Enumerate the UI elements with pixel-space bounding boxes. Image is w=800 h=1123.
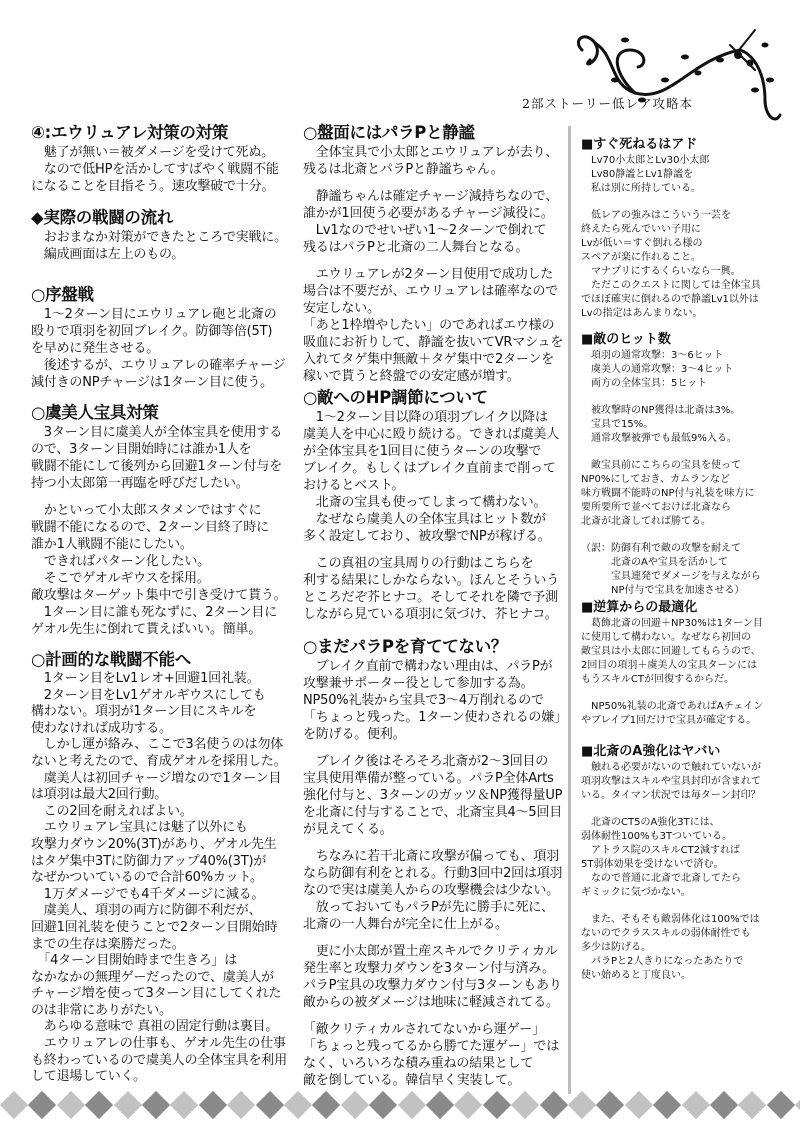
text-line: 北斎の宝具も使ってしまって構わない。 — [303, 495, 547, 510]
text-line: になることを目指そう。速攻撃破で十分。 — [31, 179, 275, 194]
text-line: のは非常にありがたい。 — [31, 1002, 172, 1018]
text-line: 葛飾北斎の回避＋NP30%は1ターン目 — [581, 618, 763, 629]
text-line: この2回を耐えればよい。 — [31, 803, 193, 819]
text-line: に使用して構わない。なぜなら初回の — [581, 632, 751, 643]
section — [303, 636, 565, 1099]
text-line: 発生率と攻撃力ダウンを3ターン付与済み。 — [303, 961, 555, 976]
text-line: 敵からの被ダメージは地味に軽減されてる。 — [303, 995, 559, 1010]
text-line: 入れてタゲ集中無敵＋タゲ集中で2ターンを — [303, 352, 555, 367]
paragraph — [581, 913, 796, 983]
text-line: 宝具使用準備が整っている。パラP全体Arts — [303, 771, 554, 786]
text-line: して退場していく。 — [31, 1069, 146, 1085]
text-line: ギミックに気づかない。 — [581, 887, 691, 898]
text-line: を防げる。便利。 — [303, 727, 406, 742]
paragraph — [581, 459, 796, 529]
text-line: ので、3ターン目開始時には誰か1人を — [31, 442, 252, 457]
text-line: 私は別に所持している。 — [581, 183, 701, 194]
text-line: Lv80静謐とLv1静謐を — [581, 169, 694, 180]
paragraph — [581, 349, 796, 391]
paragraph — [581, 154, 796, 196]
text-line: なので普通に北斎で北斎してたら — [581, 873, 741, 884]
text-line: 構わない。項羽が1ターン目にスキルを — [31, 704, 257, 720]
text-line: パラP宝具の攻撃力ダウン付与3ターンもあり — [303, 978, 562, 993]
paragraph — [581, 816, 796, 900]
section — [581, 331, 796, 611]
paragraph — [303, 409, 565, 545]
text-line: NP付与で宝具を加速させる） — [581, 585, 745, 596]
border-diamond — [85, 1091, 113, 1119]
text-line: エウリュアレが2ターン目使用で成功した — [303, 267, 554, 282]
section-heading: ○計画的な戦闘不能へ — [31, 650, 191, 669]
text-line: ただこのクエストに関しては全体宝具 — [581, 280, 761, 291]
text-line: 項羽攻撃はスキルや宝具封印が含まれて — [581, 776, 761, 787]
section-heading: ④:エウリュアレ対策の対策 — [31, 123, 229, 142]
border-diamond — [625, 1091, 653, 1119]
text-line: Lv70小太郎とLv30小太郎 — [581, 155, 710, 166]
text-line: 戦闘不能にして後列から回避1ターン付与を — [31, 459, 283, 474]
text-line: 1～2ターン目にエウリュアレ砲と北斎の — [31, 307, 277, 322]
text-line: までの生存は楽勝だった。 — [31, 936, 185, 952]
section-heading: ■敵のヒット数 — [581, 332, 671, 347]
text-line: 残るは北斎とパラPと静謐ちゃん。 — [303, 162, 504, 177]
text-line: スペアが楽に作れること。 — [581, 252, 701, 263]
border-diamond — [426, 1091, 454, 1119]
border-diamond — [312, 1091, 340, 1119]
text-line: ブレイク後はそろそろ北斎が2～3回目の — [303, 754, 549, 769]
text-line: 使い始めると丁度良い。 — [581, 970, 691, 981]
text-line: 回避1回礼装を使うことで2ターン目開始時 — [31, 919, 278, 935]
text-line: 「敵クリティカルされてないから運ゲー」 — [303, 1022, 545, 1037]
text-line: そこでゲオルギウスを採用。 — [31, 571, 210, 586]
book-title: 2部ストーリー低レア攻略本 — [522, 96, 693, 111]
text-line: 5T弱体効果を受けないで済む。 — [581, 859, 724, 870]
text-line: 宝具で15%。 — [581, 419, 654, 430]
section — [31, 284, 293, 401]
text-line: ゲオル先生に倒れて貰えばいい。簡単。 — [31, 622, 262, 637]
section-heading: ■逆算からの最適化 — [581, 600, 698, 615]
section-heading: ■北斎のA強化はヤバい — [581, 744, 721, 759]
section-heading: ○敵へのHP調節について — [303, 388, 488, 407]
border-diamond — [341, 1091, 369, 1119]
text-line: なかなかの無理ゲーだったので、虞美人が — [31, 969, 274, 985]
text-line: パラPと2人きりになったあたりで — [581, 956, 744, 967]
decorative-vine-ornament — [570, 15, 795, 130]
border-diamond — [454, 1091, 482, 1119]
text-line: は項羽は最大2回行動。 — [31, 787, 168, 803]
text-line: ブレイク直前で構わない理由は、パラPが — [303, 659, 553, 674]
border-diamond — [0, 1091, 28, 1119]
paragraph — [31, 144, 293, 195]
text-line: なので低HPを活かしてすばやく戦闘不能 — [31, 162, 279, 177]
paragraph — [31, 424, 293, 492]
text-line: マナプリにするくらいなら一興。 — [581, 266, 741, 277]
text-line: ないのでクラススキルの弱体耐性でも — [581, 928, 751, 939]
border-diamond — [142, 1091, 170, 1119]
text-line: ないと考えたので、育成ゲオルを採用した。 — [31, 753, 287, 769]
section — [303, 122, 565, 395]
border-diamond — [596, 1091, 624, 1119]
section — [31, 207, 293, 273]
text-line: を北斎に付与することで、北斎宝具4～5回目 — [303, 805, 563, 820]
border-diamond — [199, 1091, 227, 1119]
paragraph — [303, 658, 565, 743]
text-line: 虞美人、項羽の両方に防御不利だが、 — [31, 903, 262, 919]
text-line: 3ターン目に虞美人が全体宝具を使用する — [31, 425, 283, 440]
text-line: 安定しない。 — [303, 301, 380, 316]
border-diamond — [568, 1091, 596, 1119]
text-line: 持つ小太郎第一再臨を呼びだしたい。 — [31, 476, 249, 491]
text-line: 北斎の一人舞台が完全に仕上がる。 — [303, 917, 508, 932]
border-diamond — [113, 1091, 141, 1119]
text-line: 1～2ターン目以降の項羽ブレイク以降は — [303, 410, 548, 425]
text-line: 要所要所で並べておけば北斎なら — [581, 502, 731, 513]
section — [581, 743, 796, 996]
text-line: 稼いで貰うと終盤での安定感が増す。 — [303, 369, 520, 384]
text-line: 更に小太郎が置土産スキルでクリティカル — [303, 944, 558, 959]
diamond-border — [0, 1088, 800, 1123]
text-line: 「4ターン目開始時まで生きろ」は — [31, 953, 238, 969]
border-diamond — [738, 1091, 766, 1119]
text-line: 残るはパラPと北斎の二人舞台となる。 — [303, 240, 529, 255]
text-line: 両方の全体宝具：5ヒット — [581, 378, 708, 389]
text-line: 2回目の項羽＋虞美人の宝具ターンには — [581, 660, 758, 671]
text-line: 味方戦闘不能時のNP付与礼装を味方に — [581, 488, 755, 499]
text-line: しながら見ている項羽に気づけ、芥ヒナコ。 — [303, 607, 558, 622]
text-line: NP50%礼装の北斎であればAチェイン — [581, 701, 764, 712]
text-line: 1万ダメージでも4千ダメージに減る。 — [31, 886, 265, 902]
text-line: ブレイク。もしくはブレイク直前まで削って — [303, 461, 556, 476]
text-line: 後述するが、エウリュアレの確率チャージ — [31, 358, 286, 373]
text-line: 触れる必要がないので触れていないが — [581, 762, 761, 773]
border-diamond — [255, 1091, 283, 1119]
text-line: なので実は虞美人からの攻撃機会は少ない。 — [303, 883, 560, 898]
text-line: エウリュアレの仕事も、ゲオル先生の仕事 — [31, 1036, 286, 1052]
section-heading: ○虞美人宝具対策 — [31, 403, 159, 422]
text-line: を早めに発生させる。 — [31, 341, 160, 356]
text-line: いる。タイマン状況では毎ターン封印？ — [581, 790, 761, 801]
border-diamond — [653, 1091, 681, 1119]
text-line: 通常攻撃被弾でも最低9%入る。 — [581, 433, 737, 444]
paragraph — [581, 542, 796, 598]
text-line: Lvが低い＝すぐ倒れる様の — [581, 238, 703, 249]
section — [31, 122, 293, 205]
text-line: も終わっているので虞美人の全体宝具を利用 — [31, 1052, 287, 1068]
text-line: 「あと1枠増やしたい」のであればエウ様の — [303, 318, 555, 333]
text-line: 静謐ちゃんは確定チャージ減持ちなので、 — [303, 189, 559, 204]
border-diamond — [710, 1091, 738, 1119]
section — [303, 387, 565, 633]
paragraph — [31, 502, 293, 638]
text-line: 攻撃力ダウン20%(3T)があり、ゲオル先生 — [31, 836, 277, 852]
text-line: Lv1なのでせいぜい1～2ターンで倒れて — [303, 223, 547, 238]
paragraph — [303, 753, 565, 838]
border-diamond — [681, 1091, 709, 1119]
paragraph — [303, 555, 565, 623]
text-line: 多少は防げる。 — [581, 942, 651, 953]
text-line: 低レアの強みはこういう一芸を — [581, 210, 731, 221]
text-line: （訳：防御有利で敵の攻撃を耐えて — [581, 543, 741, 554]
paragraph — [31, 671, 293, 1086]
border-diamond — [57, 1091, 85, 1119]
text-line: なら防御有利をとれる。行動3回中2回は項羽 — [303, 866, 563, 881]
text-line: 戦闘不能になるので、2ターン目終了時に — [31, 520, 269, 535]
text-line: 敵攻撃はターゲット集中で引き受けて貰う。 — [31, 588, 287, 603]
text-line: エウリュアレ宝具には魅了以外にも — [31, 820, 248, 836]
text-line: 虞美人を中心に殴り続ける。できれば虞美人 — [303, 427, 560, 442]
text-line: 「ちょっと残ってるから勝てた運ゲー」では — [303, 1039, 560, 1054]
text-line: 弱体耐性100%も3Tついている。 — [581, 831, 733, 842]
text-line: 北斎が北斎してれば勝てる。 — [581, 516, 711, 527]
text-line: かといって小太郎スタメンではすぐに — [31, 503, 262, 518]
text-line: 項羽の通常攻撃：3～6ヒット — [581, 350, 724, 361]
paragraph — [303, 1021, 565, 1089]
border-diamond — [767, 1091, 795, 1119]
paragraph — [303, 943, 565, 1011]
text-line: 虞美人の通常攻撃：3～4ヒット — [581, 364, 734, 375]
text-line: やブレイブ1回だけで宝具が確定する。 — [581, 715, 757, 726]
text-line: なぜかついているので合計60%カット。 — [31, 870, 263, 886]
border-diamond — [795, 1091, 800, 1119]
text-line: 敵を倒している。韓信早く実装して。 — [303, 1073, 521, 1088]
paragraph — [581, 617, 796, 687]
text-line: 宝具連発でダメージを与えながら — [581, 571, 761, 582]
text-line: 全体宝具で小太郎とエウリュアレが去り、 — [303, 145, 559, 160]
section — [31, 649, 293, 1096]
text-line: 魅了が無い＝被ダメージを受けて死ぬ。 — [31, 145, 274, 160]
text-line: Lvの指定はあんまりない。 — [581, 308, 703, 319]
paragraph — [303, 144, 565, 178]
section — [581, 599, 796, 741]
text-line: 1ターン目をLv1レオ+回避1回礼装。 — [31, 671, 260, 686]
text-line: 編成画面は左上のもの。 — [31, 247, 185, 262]
section-heading: ◆実際の戦闘の流れ — [31, 208, 173, 227]
text-line: NP0%にしておき、カムランなど — [581, 474, 730, 485]
border-diamond — [483, 1091, 511, 1119]
text-line: なぜなら虞美人の全体宝具はヒット数が — [303, 512, 546, 527]
paragraph — [303, 266, 565, 385]
text-line: 敵宝具前にこちらの宝具を使って — [581, 460, 741, 471]
text-line: はタゲ集中3Tに防御力アップ40%(3T)が — [31, 853, 267, 869]
border-diamond — [284, 1091, 312, 1119]
column-divider — [568, 126, 571, 1094]
text-line: この真祖の宝具周りの行動はこちらを — [303, 556, 534, 571]
text-line: アトラス院のスキルCT2減すれば — [581, 845, 741, 856]
section-heading: ○盤面にはパラPと静謐 — [303, 123, 475, 142]
paragraph — [303, 188, 565, 256]
section — [581, 136, 796, 334]
text-line: しかし運が絡み、ここで3名使うのは勿体 — [31, 737, 284, 753]
section-heading: ○まだパラPを育ててない？ — [303, 637, 508, 656]
paragraph — [31, 306, 293, 391]
text-line: 北斎のAや宝具を活かして — [581, 557, 728, 568]
text-line: おおまなか対策ができたところで実戦に。 — [31, 230, 287, 245]
text-line: NP50%礼装から宝具で3～4万削れるので — [303, 693, 544, 708]
text-line: おけるとベスト。 — [303, 478, 405, 493]
paragraph — [31, 229, 293, 263]
text-line: 1ターン目に誰も死なずに、2ターン目に — [31, 605, 278, 620]
text-line: 誰か1人戦闘不能にしたい。 — [31, 537, 193, 552]
text-line: 敵宝具は小太郎に回避してもらうので、 — [581, 646, 761, 657]
text-line: チャージ増を使って3ターン目にしてくれた — [31, 986, 282, 1002]
text-line: ちなみに若干北斎に攻撃が偏っても、項羽 — [303, 849, 560, 864]
text-line: もうスキルCTが回復するからだ。 — [581, 674, 734, 685]
section — [31, 402, 293, 648]
text-line: が見えてくる。 — [303, 822, 393, 837]
border-diamond — [369, 1091, 397, 1119]
border-diamond — [28, 1091, 56, 1119]
border-diamond — [170, 1091, 198, 1119]
text-line: 北斎のCT5のA強化3Tには、 — [581, 817, 720, 828]
paragraph — [581, 209, 796, 321]
text-line: 被攻撃時のNP獲得は北斎は3%。 — [581, 405, 741, 416]
border-diamond — [511, 1091, 539, 1119]
text-line: ところだぞ芥ヒナコ。そしてそれを隣で予測 — [303, 590, 558, 605]
text-line: 利する結果にしかならない。ほんとそういう — [303, 573, 560, 588]
text-line: 「ちょっと残った。1ターン使わされるの嫌」 — [303, 710, 567, 725]
paragraph — [581, 700, 796, 728]
text-line: また、そもそも敵弱体化は100%では — [581, 914, 760, 925]
text-line: 殴りで項羽を初回ブレイク。防御等倍(5T) — [31, 324, 273, 339]
border-diamond — [539, 1091, 567, 1119]
text-line: 多く設定しており、被攻撃でNPが稼げる。 — [303, 529, 551, 544]
text-line: 場合は不要だが、エウリュアレは確率なので — [303, 284, 559, 299]
text-line: 強化付与と、3ターンのガッツ＆NP獲得量UP — [303, 788, 563, 803]
text-line: が全体宝具を1回目に使うターンの攻撃で — [303, 444, 542, 459]
border-diamond — [227, 1091, 255, 1119]
border-diamond — [397, 1091, 425, 1119]
text-line: でほぼ確実に倒れるので静謐Lv1以外は — [581, 294, 759, 305]
section-heading: ○序盤戦 — [31, 285, 94, 304]
text-line: 2ターン目をLv1ゲオルギウスにしても — [31, 687, 266, 703]
text-line: 誰かが1回使う必要があるチャージ減役に。 — [303, 206, 554, 221]
text-line: なく、いろいろな積み重ねの結果として — [303, 1056, 534, 1071]
text-line: 使わなければ成功する。 — [31, 720, 172, 736]
text-line: あらゆる意味で 真祖の固定行動は裏目。 — [31, 1019, 279, 1035]
text-line: 放っておいてもパラPが先に勝手に死に、 — [303, 900, 554, 915]
section-heading: ■すぐ死ねるはアド — [581, 137, 698, 152]
text-line: できればパターン化したい。 — [31, 554, 210, 569]
paragraph — [581, 404, 796, 446]
paragraph — [303, 848, 565, 933]
text-line: 攻撃兼サポーター役として参加する為。 — [303, 676, 534, 691]
text-line: 減付きのNPチャージは1ターン目に使う。 — [31, 375, 273, 390]
paragraph — [581, 761, 796, 803]
text-line: 虞美人は初回チャージ増なので1ターン目 — [31, 770, 282, 786]
text-line: 吸血にお祈りして、静謐を抜いてVRマシュを — [303, 335, 564, 350]
text-line: 終えたら死んでいい子用に — [581, 224, 701, 235]
